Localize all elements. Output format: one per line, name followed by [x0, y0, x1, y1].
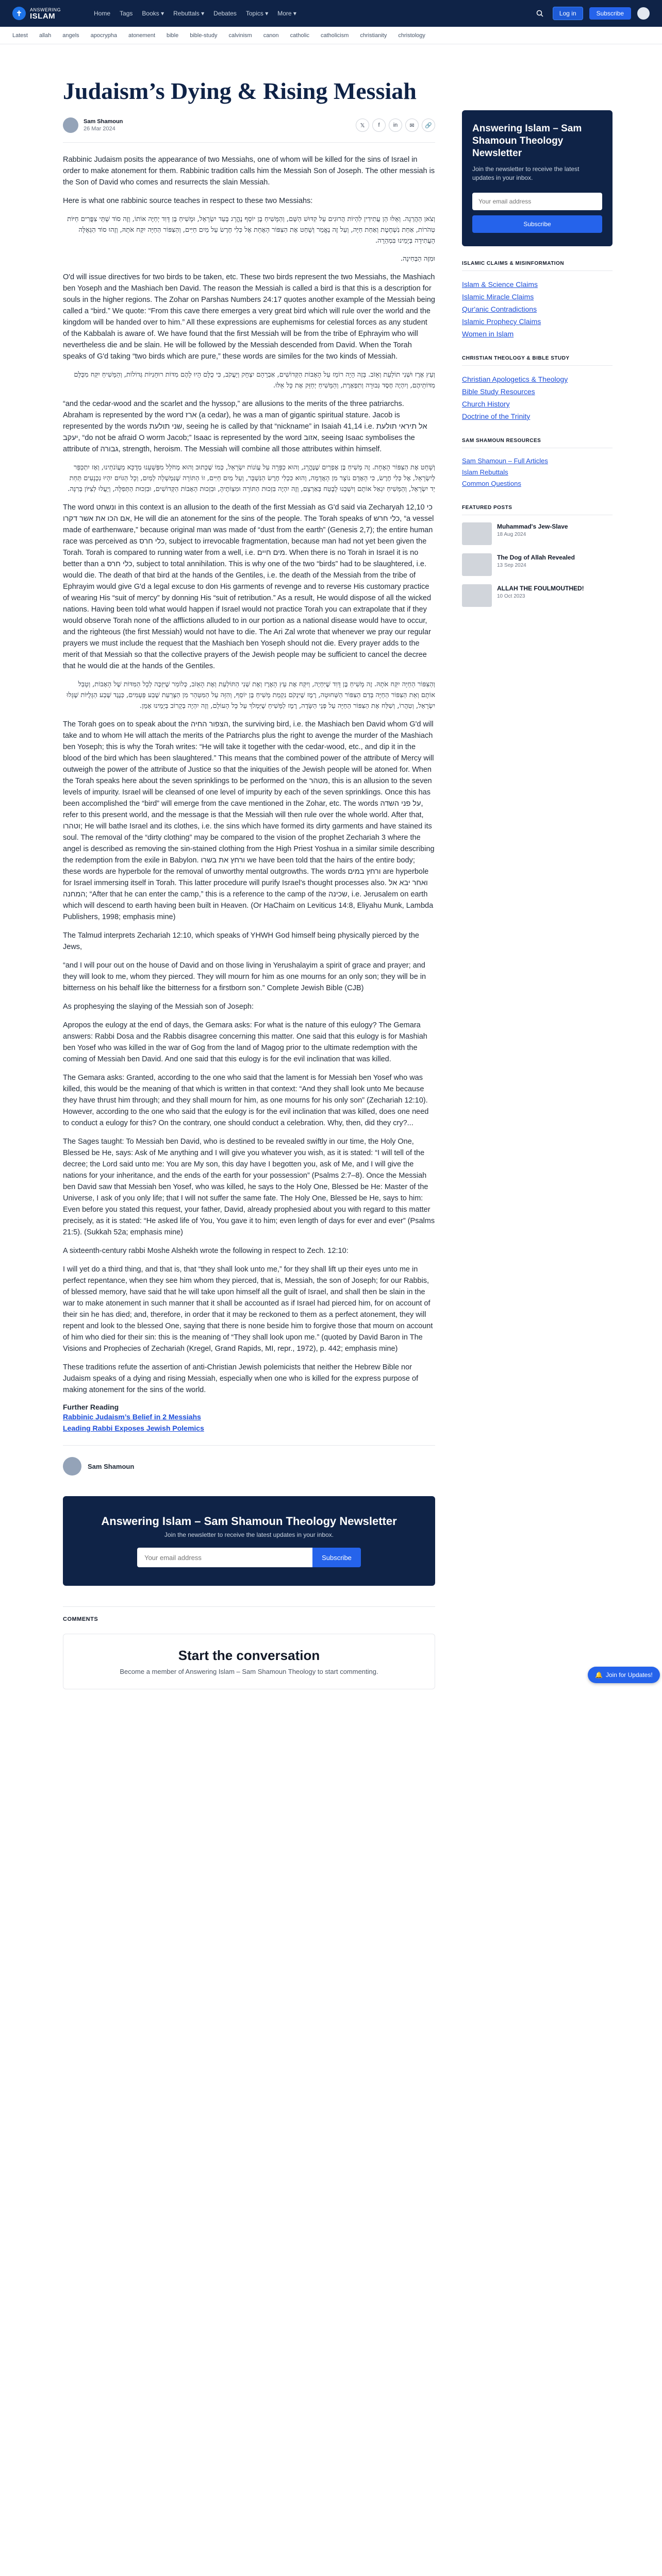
author-avatar[interactable] [63, 1457, 81, 1476]
article-paragraph: Here is what one rabbinic source teaches in respect to these two Messiahs: [63, 197, 313, 205]
category-link[interactable]: bible-study [190, 32, 218, 39]
author-name[interactable]: Sam Shamoun [84, 118, 123, 125]
further-reading-heading: Further Reading [63, 1403, 119, 1411]
article-paragraph: A sixteenth-century rabbi Moshe Alshekh wrote the following in respect to Zech. 12:10: [63, 1247, 349, 1255]
site-header [0, 0, 662, 27]
author-avatar[interactable] [63, 117, 78, 133]
category-link[interactable]: catholic [290, 32, 309, 39]
sidebar-newsletter [462, 110, 613, 246]
featured-thumbnail[interactable] [462, 553, 492, 576]
copy-link-icon[interactable]: 🔗 [422, 118, 435, 132]
article-paragraph: Rabbinic Judaism posits the appearance of two Messiahs, one of whom will be killed for the sins of Israel in order to make atonement for them. Rabbinic tradition calls him the Messiah Son of Joseph. The other messiah is the Son of David who comes and resurrects the slain Messiah. [63, 156, 435, 187]
category-link[interactable]: catholicism [320, 32, 349, 39]
join-updates-button[interactable] [588, 1667, 660, 1683]
sidebar-link[interactable]: Islamic Prophecy Claims [462, 317, 541, 326]
category-link[interactable]: angels [62, 32, 79, 39]
newsletter-subscribe-button[interactable]: Subscribe [312, 1548, 361, 1567]
comments-label: COMMENTS [63, 1616, 98, 1622]
sidebar-link[interactable]: Bible Study Resources [462, 387, 535, 396]
category-bar [0, 27, 662, 44]
sidebar-section-theology [462, 355, 613, 422]
sidebar-link[interactable]: Islamic Miracle Claims [462, 293, 534, 301]
article-paragraph: Apropos the eulogy at the end of days, the Gemara asks: For what is the nature of this eulogy? The Gemara answers: Rabbi Dosa and the Rabbis disagree concerning this matter. One said that this eulogy is for Mashiah ben Yosef who was killed in the war of Gog from the land of Magog prior to the ultimate redemption with the coming of Messiah ben David. And one said that this eulogy is for the evil inclination that was killed. [63, 1021, 427, 1063]
article-paragraph: As prophesying the slaying of the Messiah son of Joseph: [63, 1003, 254, 1011]
email-share-icon[interactable]: ✉ [405, 118, 419, 132]
article-paragraph: The Sages taught: To Messiah ben David, who is destined to be revealed swiftly in our time, the Holy One, Blessed be He, says: Ask of Me anything and I will give you whatever you wish, as it is stated: “I will tell of the decree; the Lord said unto me: You are My son, this day have I begotten you, ask of Me, and I will give the nations for your inheritance, and the ends of the earth for your possession” (Psalms 2:7–8). Once the Messiah ben David saw that Messiah ben Yosef, who was killed, he says to the Holy One, Blessed be He: Master of the Universe, I ask of you only life; that I will not suffer the same fate. The Holy One, Blessed be He, says to him: Even before you stated this request, your father, David, already prophesied about you with regard to this matter precisely, as it is stated: “He asked life of You, You gave it to him; even length of days for ever and ever” (Psalms 21:5). (Sukkah 52a; emphasis mine) [63, 1138, 435, 1236]
search-icon[interactable] [533, 7, 547, 20]
category-link[interactable]: christology [398, 32, 425, 39]
sidebar-link[interactable]: Church History [462, 400, 510, 408]
nav-debates[interactable]: Debates [213, 10, 237, 17]
facebook-share-icon[interactable]: f [372, 118, 386, 132]
sidebar-link[interactable]: Islam & Science Claims [462, 280, 538, 289]
article-paragraph: The Torah goes on to speak about the הצפור החיה, the surviving bird, i.e. the Mashiach ben David whom G'd will take and to whom He will attach the merits of the Patriarchs plus the right to avenge the murder of the Mashiach ben Yoseph; this is why the Torah writes: “He will take it together with the cedar-wood, etc., and dip it in the blood of the bird which has been slaughtered.” This means that the combined power of the attribute of Mercy will outweigh the power of the attribute of Justice so that the iniquities of the Jewish people will be atoned for. When the Torah speaks here about the seven sprinklings to be performed on the מטהר, this is an allusion to the seven levels of impurity. Israel will be cleansed of one level of impurity by each of the seven sprinklings. Once this has been accomplished the “bird” will emerge from the cave mentioned in the Zohar, etc. The words על פני השדה, refer to this present world, and the message is that the Messiah will then rule over the whole world. After that, וטהרו; He will bathe Israel and its clothes, i.e. the sins which have formed its dirty garments and have stained its soul. The removal of the “dirty clothing” may be compared to the vision of the prophet Zechariah 3 where the angel is described as removing the sin-stained clothing from the High Priest Yoshua in a similar simile describing the redemption from the exile in Babylon. ורחץ את בשרו we have been told that the hairs of the entire body; these words are hyperbole for the removal of unworthy mental outgrowths. The words ורחץ במים are hyperbole for Israel immersing itself in Torah. This latter procedure will purify Israel’s thought processes also. ואחר יבא אל המחנה; “After that he can enter the camp,” this is a reference to the camp of the שכינה, i.e. Jerusalem on earth which will descend to earth having been built in Heaven. (Or HaChaim on Leviticus 14:8, Eliyahu Munk, Lambda Publishers, 1998; emphasis mine) [63, 720, 435, 921]
share-buttons [356, 118, 435, 132]
login-button[interactable]: Log in [553, 7, 583, 20]
category-link[interactable]: bible [167, 32, 179, 39]
featured-date: 13 Sep 2024 [497, 563, 526, 568]
featured-date: 10 Oct 2023 [497, 594, 525, 599]
category-link[interactable]: christianity [360, 32, 387, 39]
category-link[interactable]: apocrypha [90, 32, 118, 39]
sidebar-link[interactable]: Islam Rebuttals [462, 468, 508, 476]
sidebar-heading: ISLAMIC CLAIMS & MISINFORMATION [462, 261, 613, 271]
article-body [63, 154, 435, 1396]
account-icon[interactable] [637, 7, 650, 20]
article-paragraph: The Talmud interprets Zechariah 12:10, which speaks of YHWH God himself being physically pierced by the Jews, [63, 931, 419, 951]
hebrew-quote: וּמִזֶּה הַבְּחִינָה. [401, 255, 435, 263]
sidebar-newsletter-title: Answering Islam – Sam Shamoun Theology Newsletter [472, 123, 582, 159]
article-paragraph: “and I will pour out on the house of David and on those living in Yerushalayim a spirit of grace and prayer; and they will look to me, whom they pierced. They will mourn for him as one mourns for an only son; they will be in bitterness on his behalf like the bitterness for a firstborn son.” Complete Jewish Bible (CJB) [63, 961, 426, 992]
article-paragraph: These traditions refute the assertion of anti-Christian Jewish polemicists that neither the Hebrew Bible nor Judaism speaks of a dying and rising Messiah, especially when one who is killed for the express purpose of making atonement for the sins of the world. [63, 1363, 419, 1394]
sidebar-heading: SAM SHAMOUN RESOURCES [462, 438, 613, 448]
post-date: 26 Mar 2024 [84, 126, 115, 132]
sidebar-link[interactable]: Women in Islam [462, 330, 514, 338]
logo-icon: ✝ [12, 7, 26, 20]
newsletter-subtitle: Join the newsletter to receive the latest updates in your inbox. [164, 1531, 334, 1538]
newsletter-title: Answering Islam – Sam Shamoun Theology Newsletter [101, 1515, 397, 1528]
sidebar-link[interactable]: Sam Shamoun – Full Articles [462, 457, 548, 465]
bell-icon: 🔔 [595, 1671, 603, 1679]
sidebar-link[interactable]: Christian Apologetics & Theology [462, 375, 568, 383]
nav-topics[interactable]: Topics ▾ [245, 10, 269, 17]
further-link[interactable]: Leading Rabbi Exposes Jewish Polemics [63, 1424, 204, 1432]
nav-books[interactable]: Books ▾ [142, 10, 164, 17]
further-link[interactable]: Rabbinic Judaism’s Belief in 2 Messiahs [63, 1413, 201, 1421]
nav-more[interactable]: More ▾ [277, 10, 296, 17]
hebrew-quote: וְעֵץ אֶרֶז וּשְׁנִי תוֹלַעַת וְאֵזֹב. בָּזֶה הָיָה רוֹמֵז עַל הָאָבוֹת הַקְּדוֹשִׁים, אַבְרָהָם יִצְחָק וְיַעֲקֹב, כִּי כֻלָּם הָיוּ לָהֶם מִדּוֹת רוּחָנִיּוֹת גְּדוֹלוֹת, וְהַמָּשִׁיחַ יִקַּח מִכֻּלָּם מִדּוֹתֵיהֶם, וְיִהְיֶה חֶסֶד גְּבוּרָה וְתִפְאֶרֶת, וְהַמָּשִׁיחַ יְחַזֵּק אֶת כָּל אֵלּוּ. [74, 371, 435, 389]
comments-text: Become a member of Answering Islam – Sam Shamoun Theology to start commenting. [120, 1668, 378, 1675]
join-updates-label: Join for Updates! [605, 1671, 653, 1679]
article-paragraph: O'd will issue directives for two birds to be taken, etc. These two birds represent the two Messiahs, the Mashiach ben Yoseph and the Mashiach ben David. The reason the Messiah is called a bird is that this is a description for souls in the higher regions. The Zohar on Parshas Numbers 24:17 quotes another example of the Messiah being called a “bird.” We quote: “From this cave there emerges a very great bird which will rule over the world and the kingdom will be handed over to him.” All these expressions are euphemisms for celestial forces as any student of the Kabbalah is aware of. We have found that the first Messiah will be from the tribe of Ephrayim who will nevertheless die and be slain. He will be followed by the Messiah descended from David. When the Torah speaks of G'd taking “two birds which are pure,” these words are similes for the two kinds of Messiah. [63, 273, 435, 361]
featured-posts [462, 505, 613, 607]
featured-post[interactable] [462, 584, 613, 607]
hebrew-quote: וְהַצִּפּוֹר הַחַיָּה יִקַּח אֹתָהּ. זֶה מָשִׁיחַ בֶּן דָּוִד שֶׁיִּחְיֶה, וְיִקַּח אֶת עֵץ הָאֶרֶז וְאֶת שְׁנִי הַתּוֹלַעַת וְאֶת הָאֵזֹב, כְּלוֹמַר שֶׁיִּזְכֶּה לְכָל הַמִּדּוֹת שֶׁל הָאָבוֹת, וְטָבַל אוֹתָם וְאֵת הַצִּפּוֹר הַחַיָּה בְּדַם הַצִּפּוֹר הַשְּׁחוּטָה, רֶמֶז שֶׁיִּנְקֹם נִקְמַת מָשִׁיחַ בֶּן יוֹסֵף, וְהִזָּה עַל הַמִּטַּהֵר מִן הַצָּרַעַת שֶׁבַע פְּעָמִים, כְּנֶגֶד שֶׁבַע הַגָּלֻיּוֹת שֶׁגָּלוּ יִשְׂרָאֵל, וְטִהֲרוֹ, וְשִׁלַּח אֶת הַצִּפּוֹר הַחַיָּה עַל פְּנֵי הַשָּׂדֶה, רֶמֶז לַמָּשִׁיחַ שֶׁיִּמְלֹךְ עַל כָּל הָעוֹלָם, וְזֶה יִהְיֶה בְּקָרוֹב בְּיָמֵינוּ אָמֵן. [67, 681, 435, 710]
byline [63, 117, 435, 143]
featured-post[interactable] [462, 522, 613, 545]
article-paragraph: I will yet do a third thing, and that is, that “they shall look unto me,” for they shall lift up their eyes unto me in perfect repentance, when they see him whom they pierced, that is, Messiah, the son of Joseph; for our Rabbis, of blessed memory, have said that he will take upon himself all the guilt of Israel, and shall then be slain in the war to make atonement in such manner that it shall be accounted as if Israel had pierced him, for on account of their sin he has died; and, therefore, in order that it may be reckoned to them as a perfect atonement, they will repent and look to the blessed One, saying that there is none beside him to forgive those that mourn on account of him who died for their sin: this is the meaning of “They shall look upon me.” (quoted by David Baron in The Visions and Prophecies of Zechariah (Kregel, Grand Rapids, MI, repr., 1972), p. 442; emphasis mine) [63, 1265, 433, 1353]
sidebar-section-islamic-claims [462, 261, 613, 340]
category-link[interactable]: calvinism [228, 32, 252, 39]
linkedin-share-icon[interactable]: in [389, 118, 402, 132]
comments-title: Start the conversation [178, 1648, 320, 1663]
author-box [63, 1445, 435, 1496]
nav-home[interactable]: Home [94, 10, 111, 17]
newsletter-banner [63, 1496, 435, 1586]
featured-heading: FEATURED POSTS [462, 505, 613, 515]
hebrew-quote: וְצֹאן הַהֲרֵגָה. וְאֵלּוּ הֵן עֲתִידִין לִהְיוֹת הֲרוּגִים עַל קִדּוּשׁ הַשֵּׁם, וְהַמָּשִׁיחַ בֶּן יוֹסֵף נֶהֱרָג בְּעַד יִשְׂרָאֵל, וּמָשִׁיחַ בֶּן דָּוִד יְחַיֶּה אוֹתוֹ, וְזֶה סוֹד שְׁתֵּי צִפֳּרִים חַיּוֹת טְהֹרוֹת, אַחַת נִשְׁחֶטֶת וְאַחַת חַיָּה, וְעַל זֶה נֶאֱמַר וְשָׁחַט אֶת הַצִּפּוֹר הָאֶחָת אֶל כְּלִי חֶרֶשׂ עַל מַיִם חַיִּים, וְהַצִּפּוֹר הַחַיָּה יִקַּח אֹתָהּ, וְזֶהוּ סוֹד הַגְּאֻלָּה הָעֲתִידָה בְּיָמֵינוּ בִּמְהֵרָה. [67, 215, 435, 245]
sidebar-email-input[interactable] [472, 193, 602, 210]
nav-rebuttals[interactable]: Rebuttals ▾ [173, 10, 205, 17]
sidebar-link[interactable]: Qur'anic Contradictions [462, 305, 537, 313]
sidebar-subscribe-button[interactable]: Subscribe [472, 215, 602, 233]
article-paragraph: The Gemara asks: Granted, according to the one who said that the lament is for Messiah ben Yosef who was killed, this would be the meaning of that which is written in that context: “And they shall look unto Me because they have thrust him through; and they shall mourn for him, as one mourns for his only son” (Zechariah 12:10). However, according to the one who said that the eulogy is for the evil inclination that was killed, does one need to conduct a eulogy for this? On the contrary, one should conduct a celebration. Why, then, did they cry?... [63, 1074, 429, 1127]
logo-line1: ANSWERING [30, 7, 61, 12]
featured-post[interactable] [462, 553, 613, 576]
sidebar [462, 44, 613, 1689]
logo-line2: ISLAM [30, 11, 56, 21]
top-nav [94, 10, 296, 17]
subscribe-button[interactable]: Subscribe [589, 7, 631, 20]
featured-title[interactable]: The Dog of Allah Revealed [497, 554, 575, 561]
hebrew-quote: וְשָׁחַט אֶת הַצִּפּוֹר הָאֶחָת. זֶה מָשִׁיחַ בֶּן אֶפְרַיִם שֶׁנֶּהֱרָג, וְהוּא כַפָּרָה עַל עֲוֹנוֹת יִשְׂרָאֵל, כְּמוֹ שֶׁכָּתוּב וְהוּא מְחֹלָל מִפְּשָׁעֵנוּ מְדֻכָּא מֵעֲוֹנֹתֵינוּ, וְאָז יִתְכַּפֵּר לְיִשְׂרָאֵל, אֶל כְּלִי חֶרֶשׂ, כִּי הָאָדָם נוֹצָר מִן הָאֲדָמָה, וְהוּא כִּכְלִי חֶרֶשׂ הַנִּשְׁבָּר, וְעַל מַיִם חַיִּים, זוֹ הַתּוֹרָה שֶׁנִּמְשְׁלָה לְמַיִם, וְכָל הַגּוֹיִם יִהְיוּ נִכְנָעִים תַּחַת יַד יִשְׂרָאֵל, וְהַמָּשִׁיחַ יִגְאַל אוֹתָם וְיִשְׁכְּנוּ לָבֶטַח בְּאַרְצָם, וְזֶה יִהְיֶה בִּזְכוּת הַתּוֹרָה וּמִצְוֹתֶיהָ, וּבִזְכוּת הָאָבוֹת הַקְּדוֹשִׁים, וּבִזְכוּת הַתְּפִלָּה, וְיַעֲלוּ לְצִיּוֹן בְּרִנָּה. [68, 464, 435, 493]
category-link[interactable]: Latest [12, 32, 28, 39]
article-paragraph: “and the cedar-wood and the scarlet and the hyssop,” are allusions to the merits of the three patriarchs. Abraham is represented by the word ארז (a cedar), he was a man of gigantic spiritual stature. Jacob is represented by the words שני תולעת, seeing he is called by that “nickname” in Isaiah 41,14 i.e. אל תיראי תולעת יעקב, “do not be afraid O worm Jacob;” Isaac is represented by the word אזוב, seeing Isaac symbolises the attribute of גבורה, strength, heroism. The Messiah will combine all those attributes within himself. [63, 400, 427, 453]
page-title: Judaism’s Dying & Rising Messiah [63, 78, 417, 104]
article-paragraph: The word ונשחט in this context is an allusion to the death of the first Messiah as G'd said via Zecharyah 12,10 כי אם הכו את אשר דקרו, He will die an atonement for the sins of the people. The Torah speaks of כלי חרש, “a vessel made of earthenware,” because original man was made of “dust from the earth” (Genesis 2,7); the entire human race was perceived as כלי חרס, subject to irrevocable fragmentation, because man had not yet been given the Torah. Torah is compared to running water from a well, i.e. מים חיים. When there is no Torah in Israel it is no better than a כלי חרס, subject to total annihilation. This is why one of the two “birds” had to be slaughtered, i.e. would die. The death of that bird at the hands of the Gentiles, i.e. the death of the Messiah from the tribe of Ephrayim would give G'd a legal excuse to don His garments of revenge and to reverse His customary practice of wearing His “suit of mercy” by donning His “suit of retribution.” As a result, He would dispose of all the wicked nations. Having been told what would happen if Israel would not practice Torah you can extrapolate that if they would observe Torah none of the afflictions alluded to in our portion as a national disease would have to occur, and the righteous (the first Messiah) would not have to die. The Ari Zal wrote that whenever we pray our regular prayers we must include the request that the Mashiach ben Yoseph should not die. Every prayer adds to the merit of that Messiah so that the collective prayers of the Jewish people may be sufficient to cancel the decree that he would die at the hands of the Gentiles. [63, 503, 434, 670]
sidebar-link[interactable]: Common Questions [462, 480, 521, 487]
category-link[interactable]: atonement [128, 32, 155, 39]
x-share-icon[interactable]: 𝕏 [356, 118, 369, 132]
featured-date: 18 Aug 2024 [497, 532, 526, 537]
featured-thumbnail[interactable] [462, 584, 492, 607]
main-column [63, 44, 435, 1689]
newsletter-email-input[interactable] [137, 1548, 312, 1567]
featured-thumbnail[interactable] [462, 522, 492, 545]
sidebar-heading: CHRISTIAN THEOLOGY & BIBLE STUDY [462, 355, 613, 366]
site-logo[interactable] [12, 7, 61, 20]
featured-title[interactable]: Muhammad's Jew-Slave [497, 523, 568, 530]
comments-cta [63, 1634, 435, 1689]
category-link[interactable]: canon [263, 32, 279, 39]
category-link[interactable]: allah [39, 32, 52, 39]
sidebar-link[interactable]: Doctrine of the Trinity [462, 412, 531, 420]
author-box-name[interactable]: Sam Shamoun [88, 1462, 135, 1470]
comments-section [63, 1606, 435, 1689]
nav-tags[interactable]: Tags [120, 10, 133, 17]
further-reading [63, 1411, 435, 1434]
featured-title[interactable]: ALLAH THE FOULMOUTHED! [497, 585, 584, 592]
sidebar-newsletter-text: Join the newsletter to receive the latest updates in your inbox. [472, 165, 580, 181]
sidebar-section-resources [462, 438, 613, 489]
